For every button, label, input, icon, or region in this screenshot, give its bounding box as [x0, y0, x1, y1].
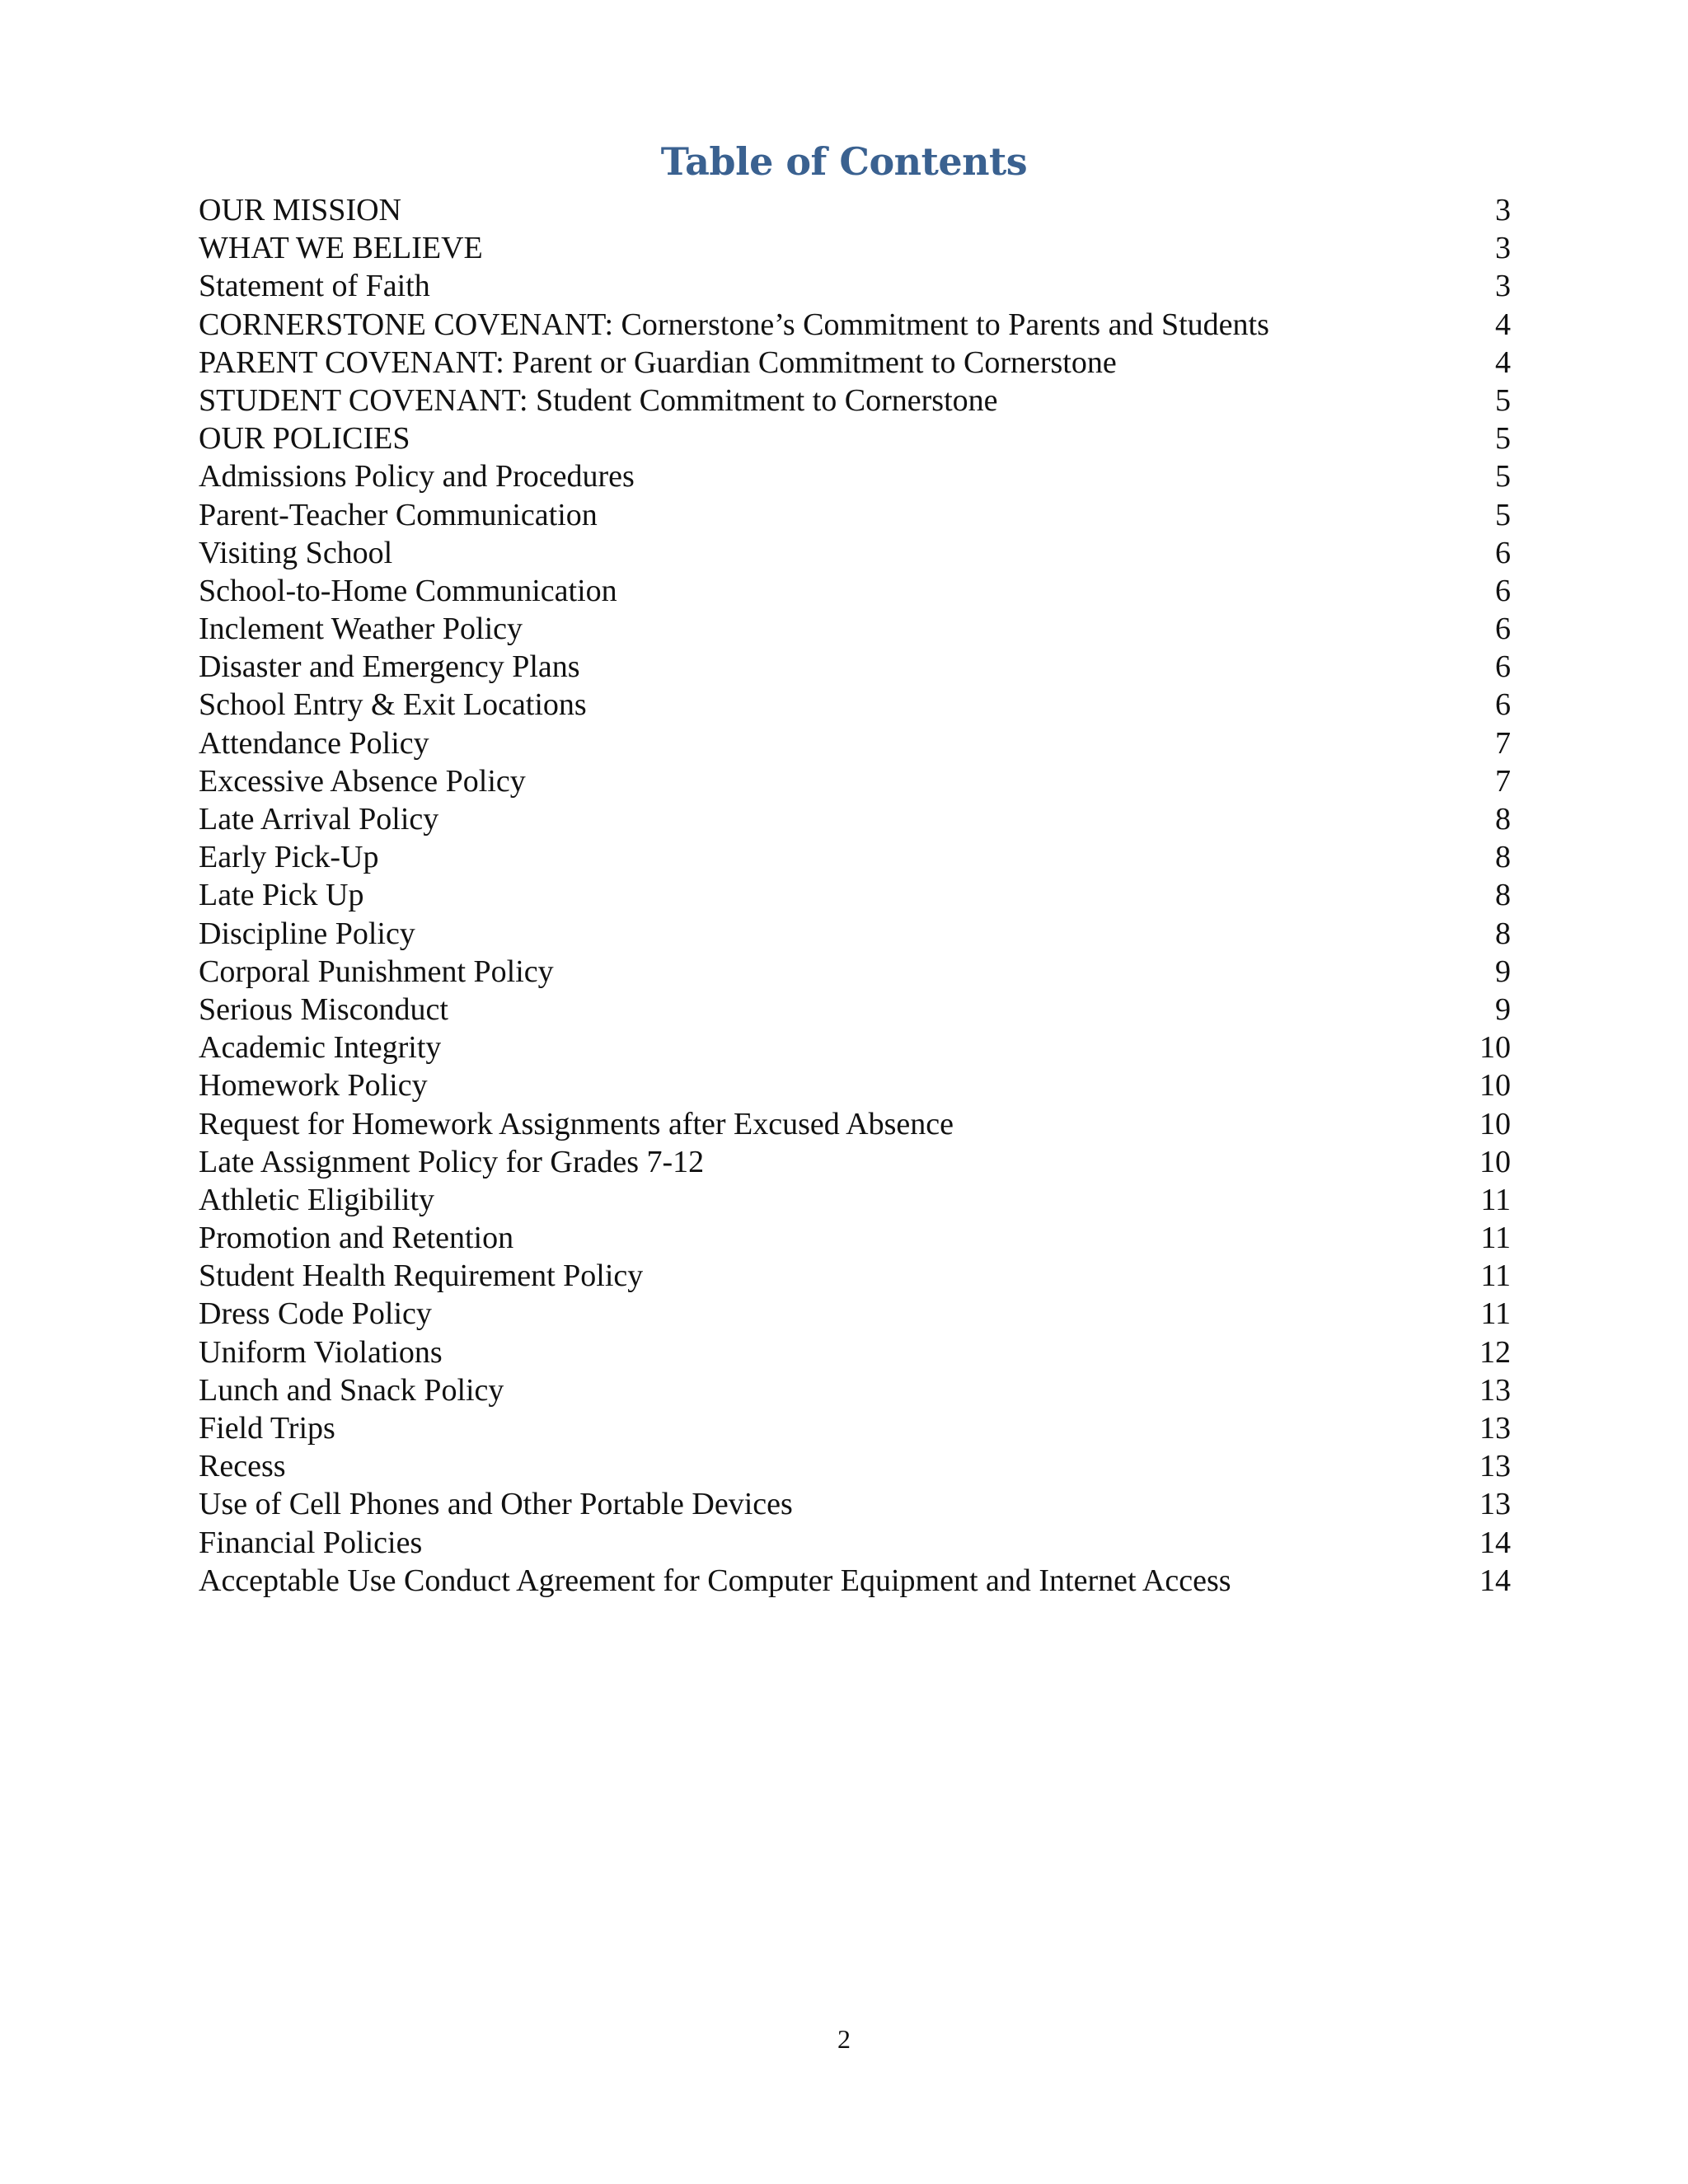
- toc-entry-title[interactable]: Dress Code Policy: [199, 1296, 432, 1332]
- toc-entry-page-number[interactable]: 11: [1480, 1296, 1511, 1332]
- toc-entry-title[interactable]: Corporal Punishment Policy: [199, 954, 554, 989]
- toc-entry-page-number[interactable]: 3: [1495, 193, 1511, 227]
- toc-entry[interactable]: [199, 382, 1511, 419]
- toc-entry[interactable]: [199, 1562, 1511, 1600]
- toc-entry-page-number[interactable]: 5: [1495, 459, 1511, 494]
- toc-entry[interactable]: [199, 267, 1511, 305]
- toc-entry-title[interactable]: Use of Cell Phones and Other Portable Devices: [199, 1487, 793, 1522]
- toc-entry-page-number[interactable]: 7: [1495, 725, 1511, 761]
- toc-entry-title[interactable]: Attendance Policy: [199, 725, 429, 761]
- toc-entry-title[interactable]: Late Pick Up: [199, 878, 364, 913]
- toc-entry[interactable]: [199, 457, 1511, 495]
- toc-entry[interactable]: [199, 534, 1511, 572]
- toc-entry-title[interactable]: Field Trips: [199, 1411, 335, 1446]
- toc-entry-page-number[interactable]: 10: [1479, 1106, 1511, 1141]
- toc-entry-title[interactable]: OUR POLICIES: [199, 421, 410, 457]
- toc-entry[interactable]: [199, 344, 1511, 382]
- toc-entry[interactable]: [199, 496, 1511, 534]
- toc-entry-page-number[interactable]: 10: [1479, 1144, 1511, 1179]
- toc-entry-title[interactable]: Excessive Absence Policy: [199, 763, 526, 799]
- toc-entry-title[interactable]: Lunch and Snack Policy: [199, 1372, 504, 1408]
- toc-entry[interactable]: [199, 229, 1511, 267]
- toc-entry[interactable]: [199, 800, 1511, 838]
- toc-entry-page-number[interactable]: 6: [1495, 649, 1511, 685]
- toc-entry-title[interactable]: Homework Policy: [199, 1068, 428, 1104]
- toc-entry[interactable]: [199, 1333, 1511, 1371]
- toc-entry-page-number[interactable]: 3: [1495, 269, 1511, 304]
- toc-entry-page-number[interactable]: 11: [1480, 1221, 1511, 1256]
- toc-entry[interactable]: [199, 306, 1511, 344]
- toc-entry-title[interactable]: Discipline Policy: [199, 916, 415, 951]
- toc-entry-page-number[interactable]: 11: [1480, 1258, 1511, 1294]
- toc-entry[interactable]: [199, 915, 1511, 953]
- toc-entry-title[interactable]: Acceptable Use Conduct Agreement for Computer Equipment and Internet Access: [199, 1563, 1231, 1598]
- toc-entry-page-number[interactable]: 8: [1495, 878, 1511, 913]
- toc-entry-page-number[interactable]: 5: [1495, 497, 1511, 532]
- toc-entry-page-number[interactable]: 13: [1479, 1487, 1511, 1522]
- toc-entry[interactable]: [199, 1485, 1511, 1523]
- toc-entry-page-number[interactable]: 13: [1479, 1372, 1511, 1408]
- toc-entry[interactable]: [199, 1257, 1511, 1295]
- toc-entry-page-number[interactable]: 7: [1495, 763, 1511, 799]
- toc-entry-title[interactable]: CORNERSTONE COVENANT: Cornerstone’s Commitment to Parents and Students: [199, 307, 1269, 342]
- toc-entry-page-number[interactable]: 4: [1495, 344, 1511, 380]
- toc-entry[interactable]: [199, 1181, 1511, 1219]
- toc-entry-title[interactable]: Uniform Violations: [199, 1334, 443, 1370]
- toc-entry-page-number[interactable]: 3: [1495, 231, 1511, 266]
- toc-entry[interactable]: [199, 610, 1511, 648]
- toc-entry[interactable]: [199, 1105, 1511, 1143]
- toc-entry[interactable]: [199, 724, 1511, 762]
- toc-entry[interactable]: [199, 1143, 1511, 1181]
- toc-entry-title[interactable]: Late Assignment Policy for Grades 7-12: [199, 1144, 705, 1179]
- toc-entry[interactable]: [199, 686, 1511, 724]
- toc-entry-title[interactable]: Parent-Teacher Communication: [199, 497, 598, 532]
- toc-entry-page-number[interactable]: 8: [1495, 802, 1511, 837]
- toc-entry-page-number[interactable]: 13: [1479, 1411, 1511, 1446]
- toc-entry[interactable]: [199, 838, 1511, 876]
- toc-entry-title[interactable]: Visiting School: [199, 535, 393, 570]
- toc-entry-title[interactable]: School-to-Home Communication: [199, 573, 617, 608]
- toc-entry[interactable]: [199, 1219, 1511, 1257]
- toc-entry-page-number[interactable]: 5: [1495, 421, 1511, 457]
- toc-entry[interactable]: [199, 1029, 1511, 1066]
- toc-entry[interactable]: [199, 991, 1511, 1029]
- toc-entry-page-number[interactable]: 13: [1479, 1449, 1511, 1484]
- toc-entry[interactable]: [199, 1295, 1511, 1333]
- page-number: 2: [837, 2024, 851, 2054]
- toc-entry[interactable]: [199, 1409, 1511, 1447]
- toc-entry-page-number[interactable]: 8: [1495, 916, 1511, 951]
- toc-entry-title[interactable]: Admissions Policy and Procedures: [199, 459, 635, 494]
- toc-entry-page-number[interactable]: 10: [1479, 1068, 1511, 1104]
- toc-entry-title[interactable]: Serious Misconduct: [199, 991, 448, 1027]
- toc-list: [199, 191, 1511, 1600]
- toc-entry[interactable]: [199, 572, 1511, 610]
- toc-entry[interactable]: [199, 191, 1511, 229]
- toc-entry[interactable]: [199, 1066, 1511, 1104]
- toc-entry-title[interactable]: Request for Homework Assignments after Excused Absence: [199, 1106, 954, 1141]
- toc-entry-title[interactable]: Athletic Eligibility: [199, 1182, 435, 1217]
- toc-entry-page-number[interactable]: 11: [1480, 1182, 1511, 1217]
- toc-entry-page-number[interactable]: 5: [1495, 382, 1511, 418]
- toc-entry[interactable]: [199, 1447, 1511, 1485]
- toc-entry-title[interactable]: Student Health Requirement Policy: [199, 1258, 644, 1294]
- toc-entry[interactable]: [199, 953, 1511, 991]
- toc-entry-page-number[interactable]: 14: [1479, 1525, 1511, 1560]
- toc-entry-title[interactable]: Financial Policies: [199, 1525, 423, 1560]
- toc-entry-title[interactable]: Early Pick-Up: [199, 840, 379, 875]
- toc-entry-title[interactable]: Disaster and Emergency Plans: [199, 649, 580, 685]
- toc-entry-page-number[interactable]: 4: [1495, 307, 1511, 342]
- toc-entry-title[interactable]: PARENT COVENANT: Parent or Guardian Commitment to Cornerstone: [199, 344, 1117, 380]
- toc-entry-title[interactable]: Academic Integrity: [199, 1030, 442, 1066]
- toc-entry[interactable]: [199, 1524, 1511, 1562]
- toc-title: Table of Contents: [660, 139, 1028, 184]
- toc-entry-title[interactable]: School Entry & Exit Locations: [199, 687, 587, 723]
- toc-entry-page-number[interactable]: 6: [1495, 687, 1511, 723]
- toc-entry[interactable]: [199, 648, 1511, 686]
- toc-entry-title[interactable]: Promotion and Retention: [199, 1221, 514, 1256]
- toc-entry-page-number[interactable]: 14: [1479, 1563, 1511, 1598]
- toc-entry[interactable]: [199, 762, 1511, 800]
- toc-entry-title[interactable]: STUDENT COVENANT: Student Commitment to Cornerstone: [199, 382, 998, 418]
- toc-entry-title[interactable]: Inclement Weather Policy: [199, 612, 523, 647]
- toc-entry-title[interactable]: Recess: [199, 1449, 286, 1484]
- toc-entry-page-number[interactable]: 9: [1495, 954, 1511, 989]
- toc-entry-page-number[interactable]: 6: [1495, 573, 1511, 608]
- toc-entry-page-number[interactable]: 8: [1495, 840, 1511, 875]
- toc-entry-page-number[interactable]: 10: [1479, 1030, 1511, 1066]
- toc-entry[interactable]: [199, 876, 1511, 914]
- toc-entry-page-number[interactable]: 9: [1495, 991, 1511, 1027]
- toc-entry-title[interactable]: Statement of Faith: [199, 269, 430, 304]
- toc-entry-page-number[interactable]: 12: [1479, 1334, 1511, 1370]
- toc-entry-page-number[interactable]: 6: [1495, 535, 1511, 570]
- toc-entry-title[interactable]: Late Arrival Policy: [199, 802, 439, 837]
- toc-entry-title[interactable]: OUR MISSION: [199, 193, 401, 227]
- toc-entry[interactable]: [199, 419, 1511, 457]
- toc-entry-page-number[interactable]: 6: [1495, 612, 1511, 647]
- toc-entry[interactable]: [199, 1371, 1511, 1409]
- toc-entry-title[interactable]: WHAT WE BELIEVE: [199, 231, 483, 266]
